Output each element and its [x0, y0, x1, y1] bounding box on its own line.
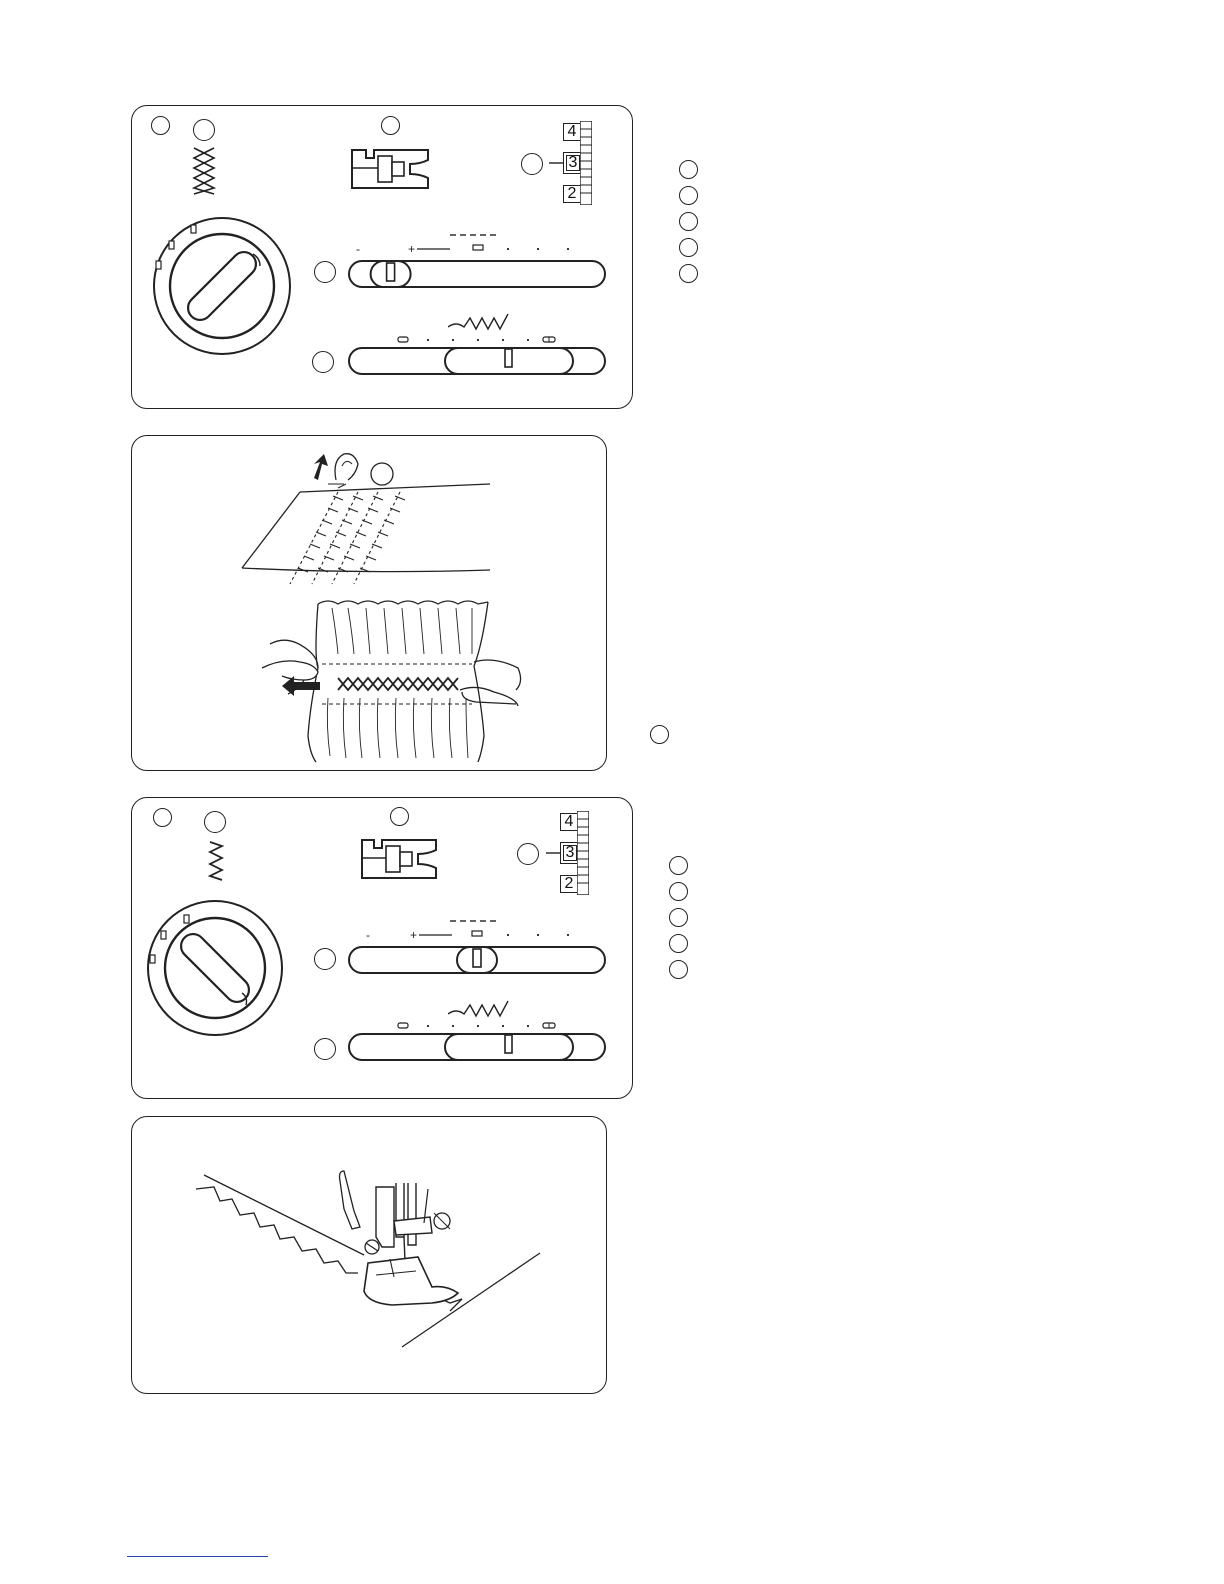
callout-marker — [521, 153, 543, 175]
svg-text:+: + — [408, 242, 416, 256]
tension-gauge — [563, 121, 593, 205]
zigzag-width-icon — [448, 312, 510, 334]
gauge-pointer — [546, 851, 560, 855]
callout-marker — [193, 119, 215, 141]
legend-marker — [679, 212, 698, 231]
legend-marker — [669, 856, 688, 875]
callout-marker — [312, 351, 334, 373]
tension-gauge-scale — [577, 811, 589, 895]
presser-foot-sewing-illustration — [132, 1117, 608, 1395]
tension-value: 4 — [560, 813, 578, 831]
presser-foot-icon — [348, 146, 434, 192]
legend-marker — [669, 960, 688, 979]
callout-marker — [151, 116, 170, 135]
legend-marker — [669, 908, 688, 927]
stitch-width-slider[interactable] — [346, 332, 608, 378]
callout-marker — [517, 843, 539, 865]
callout-marker — [314, 948, 336, 970]
legend-marker — [679, 186, 698, 205]
legend-marker — [669, 934, 688, 953]
presser-foot-icon — [358, 836, 442, 882]
pattern-selector-dial-icon[interactable] — [142, 893, 292, 1043]
callout-marker — [314, 1038, 336, 1060]
zigzag-pattern-icon — [206, 840, 226, 882]
footer-link-underline[interactable] — [127, 1556, 268, 1557]
smocking-illustration — [132, 436, 608, 772]
smocking-illustration-panel — [131, 435, 607, 771]
svg-text:-: - — [366, 928, 370, 942]
sewing-edge-illustration-panel — [131, 1116, 607, 1394]
legend-marker — [679, 238, 698, 257]
callout-marker — [390, 807, 409, 826]
tension-value: 4 — [563, 123, 581, 141]
stitch-length-slider[interactable] — [346, 230, 608, 290]
svg-text:+: + — [410, 928, 418, 942]
cross-stitch-pattern-icon — [192, 146, 216, 196]
tension-value-selected: 3 — [560, 842, 580, 864]
tension-value: 2 — [560, 875, 578, 893]
settings-panel-zigzag — [131, 797, 633, 1099]
legend-marker — [679, 264, 698, 283]
callout-marker — [650, 725, 669, 744]
callout-marker — [314, 261, 336, 283]
gauge-pointer — [549, 161, 563, 165]
tension-gauge-scale — [580, 121, 592, 205]
settings-panel-cross-stitch — [131, 105, 633, 409]
tension-value: 2 — [563, 185, 581, 203]
stitch-width-slider[interactable] — [346, 1018, 608, 1064]
pattern-selector-dial-icon[interactable] — [146, 211, 296, 361]
svg-text:-: - — [356, 242, 360, 256]
callout-marker — [381, 116, 400, 135]
stitch-length-slider[interactable] — [346, 916, 608, 976]
legend-marker — [679, 160, 698, 179]
callout-marker — [153, 808, 172, 827]
tension-value-selected: 3 — [563, 152, 583, 174]
legend-marker — [669, 882, 688, 901]
tension-gauge — [560, 811, 590, 895]
callout-marker — [204, 811, 226, 833]
